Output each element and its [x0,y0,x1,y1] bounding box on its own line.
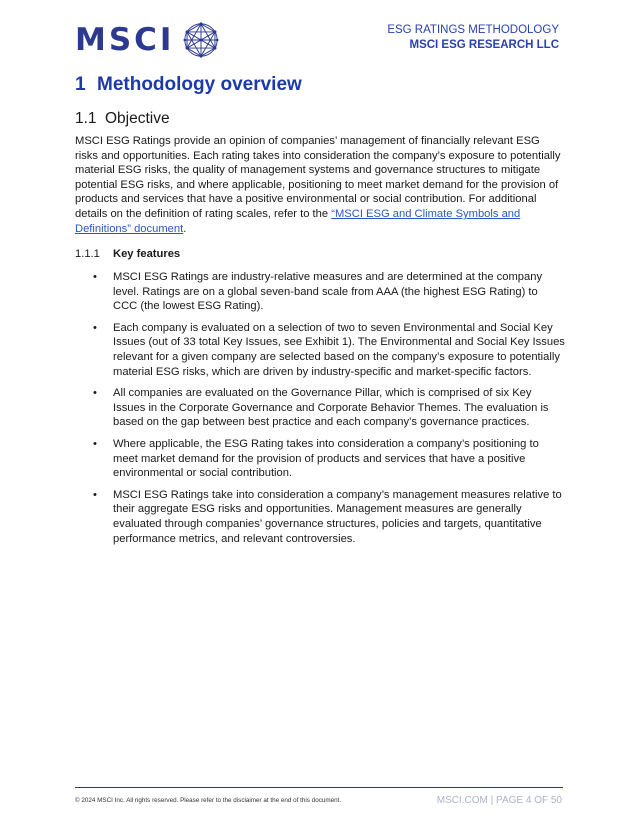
footer-disclaimer: © 2024 MSCI Inc. All rights reserved. Please refer to the disclaimer at the end of this document. [75,797,342,804]
bullet-icon: • [93,437,97,450]
section-title: Methodology overview [97,74,302,95]
logo-wordmark: MSCI [75,21,175,58]
bullet-icon: • [93,488,97,501]
document-header [387,23,559,53]
footer-divider [75,787,563,788]
document-publisher: MSCI ESG RESEARCH LLC [409,39,559,51]
list-item: • MSCI ESG Ratings take into consideration a company’s management measures relative to their aggregate ESG risks and opportunities. Management measures are generally evaluated through companies’ governance structures, policies and targets, quantitative performance metrics, and relevant controversies. [93,488,562,545]
key-features-number: 1.1.1 [75,248,100,260]
subsection-title: Objective [105,110,170,127]
footer-page-info: MSCI.COM | PAGE 4 OF 50 [436,795,562,806]
key-features-heading [75,248,180,260]
list-item: • All companies are evaluated on the Governance Pillar, which is comprised of six Key Issues in the Corporate Governance and Corporate Behavior Themes. The evaluation is based on the gap between best practice and each company’s governance practices. [93,387,549,429]
subsection-number: 1.1 [75,110,97,127]
key-features-title: Key features [113,248,181,260]
symbols-definitions-link[interactable]: “MSCI ESG and Climate Symbols and Definitions” document [75,207,521,235]
globe-grid-icon [182,21,220,59]
key-features-list [75,270,565,553]
objective-text: MSCI ESG Ratings provide an opinion of companies’ management of financially relevant ESG risks and opportunities. Each rating takes into consideration the company’s exposure to potentially material ESG risks, the quality of management systems and governance structures to mitigate potential ESG risks, and where applicable, positioning to meet market demand for the provision of products and services that have a positive environmental or social contribution. For additional details on the definition of rating scales, refer to the [75,135,561,220]
list-item: • MSCI ESG Ratings are industry-relative measures and are determined at the company level. Ratings are on a global seven-band scale from AAA (the highest ESG Rating) to CCC (the lowest ESG Rating). [93,271,543,313]
msci-logo [75,21,220,59]
section-number: 1 [75,74,86,95]
document-title: ESG RATINGS METHODOLOGY [387,24,559,36]
bullet-icon: • [93,387,97,400]
objective-end: . [183,222,187,235]
subsection-heading [75,110,170,128]
bullet-icon: • [93,321,97,334]
list-item: • Each company is evaluated on a selection of two to seven Environmental and Social Key Issues (out of 33 total Key Issues, see Exhibit 1). The Environmental and Social Key Issues relevant for a given company are selected based on the company’s exposure to potentially material ESG risks, which are driven by industry-specific and market-specific factors. [93,321,565,378]
list-item: • Where applicable, the ESG Rating takes into consideration a company’s positioning to meet market demand for the provision of products and services that have a positive environmental or social contribution. [93,437,539,480]
objective-paragraph [75,134,565,236]
bullet-icon: • [93,271,97,283]
section-heading [75,74,302,96]
